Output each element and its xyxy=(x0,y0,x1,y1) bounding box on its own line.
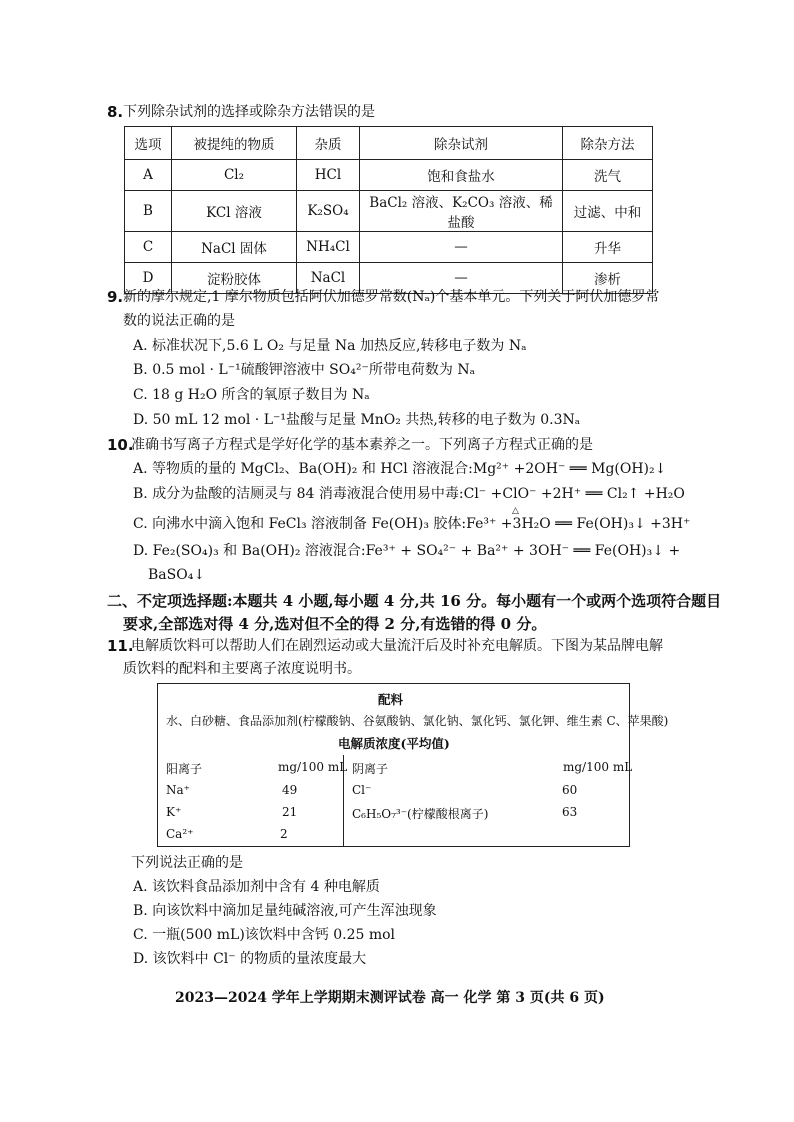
cation-value: 21 xyxy=(282,805,298,819)
q10-option-d-line1: D. Fe₂(SO₄)₃ 和 Ba(OH)₂ 溶液混合:Fe³⁺ + SO₄²⁻ + Ba²⁺ + 3OH⁻ ══ Fe(OH)₃↓ + xyxy=(133,543,681,559)
table-cell: NaCl 固体 xyxy=(172,232,297,263)
table-cell: 饱和食盐水 xyxy=(360,160,563,191)
q10-number: 10. xyxy=(107,436,134,454)
q10-option-d-line2: BaSO₄↓ xyxy=(148,567,206,583)
table-cell: D xyxy=(125,263,172,294)
q11-ask: 下列说法正确的是 xyxy=(131,855,243,871)
table-row xyxy=(125,160,653,191)
anion-ion: Cl⁻ xyxy=(352,783,372,797)
cation-ion: Ca²⁺ xyxy=(166,827,194,841)
q8-header-cell: 选项 xyxy=(125,127,172,160)
table-cell: KCl 溶液 xyxy=(172,191,297,232)
box-subtitle: 电解质浓度(平均值) xyxy=(338,736,450,751)
q11-option-d: D. 该饮料中 Cl⁻ 的物质的量浓度最大 xyxy=(133,951,367,967)
ingredients-label-box xyxy=(157,683,669,847)
q8-table-header-row xyxy=(125,127,653,160)
q10-option-c: C. 向沸水中滴入饱和 FeCl₃ 溶液制备 Fe(OH)₃ 胶体:Fe³⁺ +3H₂O ══ Fe(OH)₃↓ +3H⁺ xyxy=(133,516,691,532)
q9-stem-line2: 数的说法正确的是 xyxy=(123,313,235,329)
page-footer: 2023—2024 学年上学期期末测评试卷 高一 化学 第 3 页(共 6 页) xyxy=(175,990,605,1006)
q9-number: 9. xyxy=(107,288,124,306)
cation-ion: Na⁺ xyxy=(166,783,190,797)
anion-unit: mg/100 mL xyxy=(563,760,633,774)
q11-option-c: C. 一瓶(500 mL)该饮料中含钙 0.25 mol xyxy=(133,927,396,943)
q9-stem-line1: 新的摩尔规定,1 摩尔物质包括阿伏加德罗常数(Nₐ)个基本单元。下列关于阿伏加德罗常 xyxy=(123,289,660,305)
table-cell: BaCl₂ 溶液、K₂CO₃ 溶液、稀盐酸 xyxy=(360,191,563,232)
table-cell: 升华 xyxy=(563,232,653,263)
table-row xyxy=(125,191,653,232)
box-title: 配料 xyxy=(378,692,404,707)
q8-header-cell: 杂质 xyxy=(297,127,360,160)
box-ingredients: 水、白砂糖、食品添加剂(柠檬酸钠、谷氨酸钠、氯化钠、氯化钙、氯化钾、维生素 C、苹果酸) xyxy=(166,714,669,728)
q8-header-cell: 被提纯的物质 xyxy=(172,127,297,160)
anion-header: 阴离子 xyxy=(352,762,389,776)
table-cell: A xyxy=(125,160,172,191)
cation-unit: mg/100 mL xyxy=(278,760,348,774)
q11-number: 11. xyxy=(107,637,134,655)
q8-table xyxy=(124,126,653,294)
q9-option-b: B. 0.5 mol · L⁻¹硫酸钾溶液中 SO₄²⁻所带电荷数为 Nₐ xyxy=(133,362,475,378)
table-cell: 淀粉胶体 xyxy=(172,263,297,294)
anion-ion: C₆H₅O₇³⁻(柠檬酸根离子) xyxy=(352,807,489,821)
anion-value: 63 xyxy=(562,805,578,819)
table-cell: 洗气 xyxy=(563,160,653,191)
cation-header: 阳离子 xyxy=(166,762,203,776)
cation-value: 2 xyxy=(280,827,288,841)
table-cell: NH₄Cl xyxy=(297,232,360,263)
q10-option-a: A. 等物质的量的 MgCl₂、Ba(OH)₂ 和 HCl 溶液混合:Mg²⁺ +2OH⁻ ══ Mg(OH)₂↓ xyxy=(133,461,667,477)
q11-stem-line1: 电解质饮料可以帮助人们在剧烈运动或大量流汗后及时补充电解质。下图为某品牌电解 xyxy=(131,638,663,654)
q11-stem-line2: 质饮料的配料和主要离子浓度说明书。 xyxy=(123,661,361,677)
q10-stem: 准确书写离子方程式是学好化学的基本素养之一。下列离子方程式正确的是 xyxy=(131,437,593,453)
q9-option-d: D. 50 mL 12 mol · L⁻¹盐酸与足量 MnO₂ 共热,转移的电子数为 0.3Nₐ xyxy=(133,412,581,428)
cation-value: 49 xyxy=(282,783,298,797)
heating-triangle-mark: △ xyxy=(512,506,519,516)
q10-option-b: B. 成分为盐酸的洁厕灵与 84 消毒液混合使用易中毒:Cl⁻ +ClO⁻ +2H⁺ ══ Cl₂↑ +H₂O xyxy=(133,486,685,502)
table-cell: K₂SO₄ xyxy=(297,191,360,232)
table-cell: Cl₂ xyxy=(172,160,297,191)
table-cell: B xyxy=(125,191,172,232)
q9-option-a: A. 标准状况下,5.6 L O₂ 与足量 Na 加热反应,转移电子数为 Nₐ xyxy=(133,338,527,354)
table-cell: — xyxy=(360,232,563,263)
anion-value: 60 xyxy=(562,783,578,797)
table-cell: C xyxy=(125,232,172,263)
q8-number: 8. xyxy=(107,103,124,121)
q9-option-c: C. 18 g H₂O 所含的氧原子数目为 Nₐ xyxy=(133,387,370,403)
table-cell: 过滤、中和 xyxy=(563,191,653,232)
section2-heading-line1: 二、不定项选择题:本题共 4 小题,每小题 4 分,共 16 分。每小题有一个或两个选项符合题目 xyxy=(107,592,722,610)
cation-ion: K⁺ xyxy=(166,805,182,819)
q8-header-cell: 除杂方法 xyxy=(563,127,653,160)
q11-option-b: B. 向该饮料中滴加足量纯碱溶液,可产生浑浊现象 xyxy=(133,903,437,919)
table-cell: 渗析 xyxy=(563,263,653,294)
table-row xyxy=(125,232,653,263)
table-cell: NaCl xyxy=(297,263,360,294)
table-cell: HCl xyxy=(297,160,360,191)
q8-header-cell: 除杂试剂 xyxy=(360,127,563,160)
q11-option-a: A. 该饮料食品添加剂中含有 4 种电解质 xyxy=(133,879,380,895)
q8-stem: 下列除杂试剂的选择或除杂方法错误的是 xyxy=(123,104,375,120)
section2-heading-line2: 要求,全部选对得 4 分,选对但不全的得 2 分,有选错的得 0 分。 xyxy=(123,615,547,633)
table-cell: — xyxy=(360,263,563,294)
